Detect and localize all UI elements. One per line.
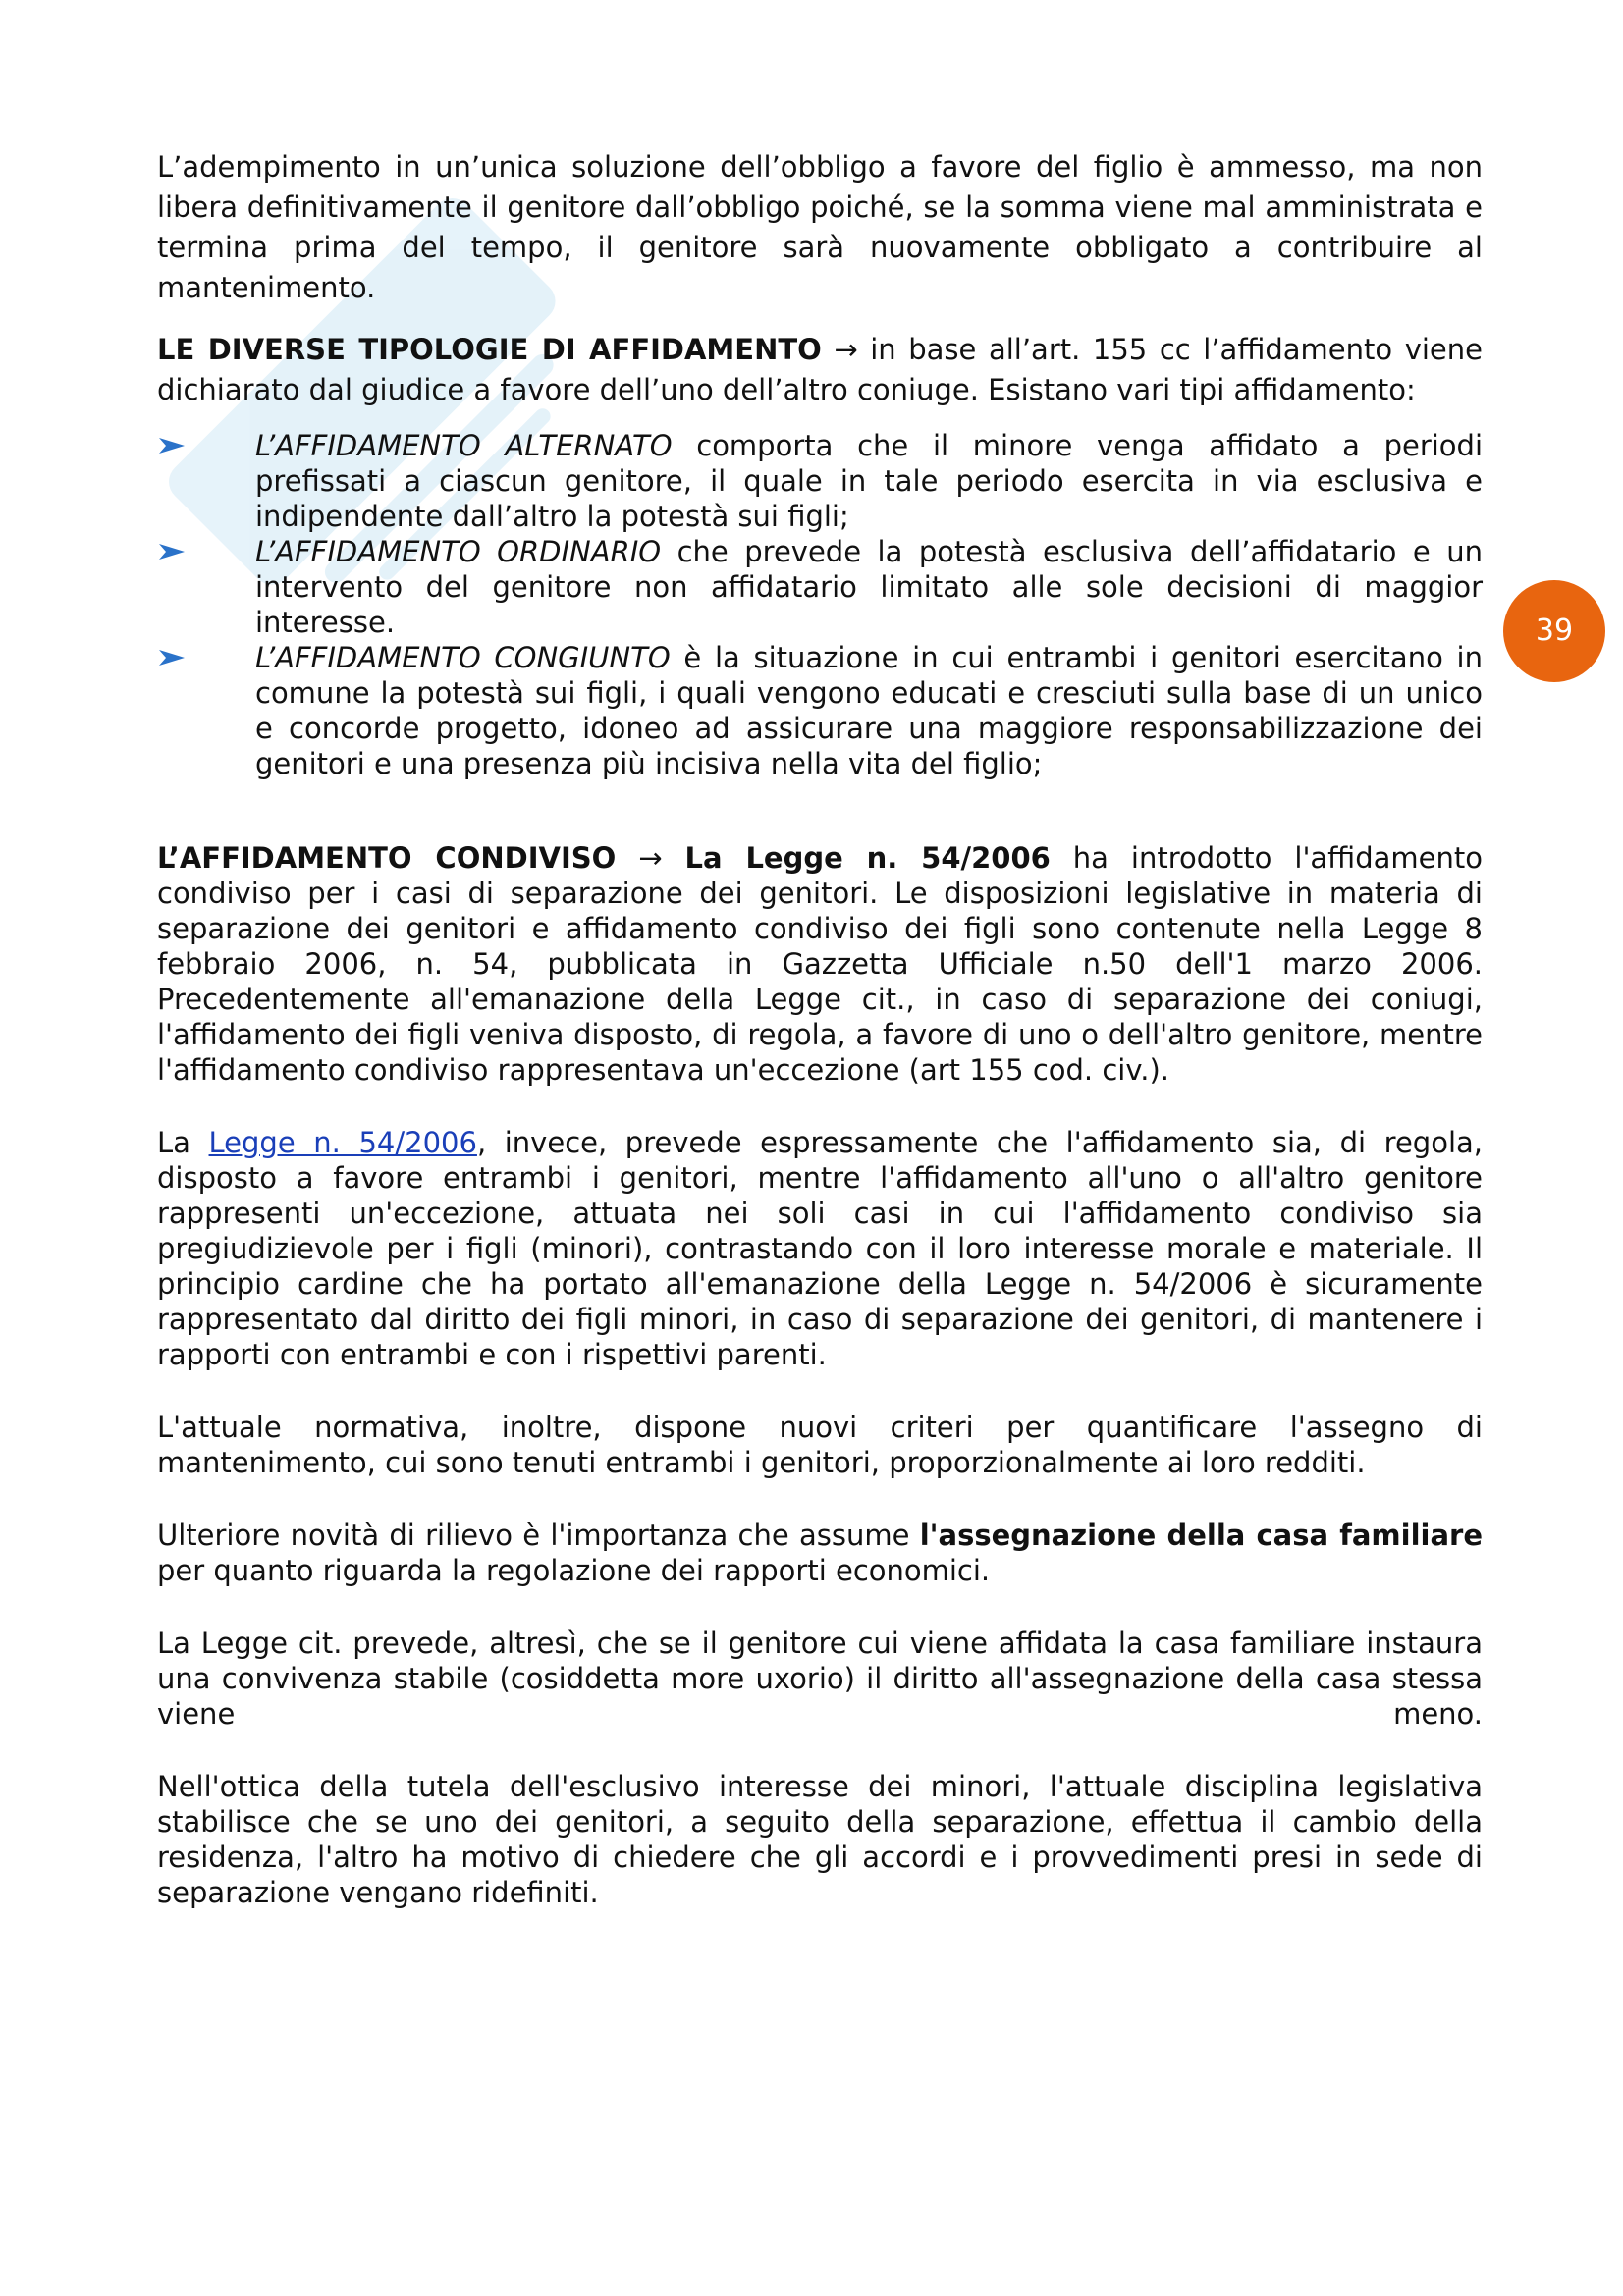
home-paragraph-text: per quanto riguarda la regolazione dei rapporti economici. (157, 1554, 991, 1587)
arrow-icon: → (821, 333, 871, 366)
list-item-term: L’AFFIDAMENTO CONGIUNTO (255, 641, 671, 674)
law-paragraph-text: , invece, prevede espressamente che l'affidamento sia, di regola, disposto a favore entrambi i genitori, mentre l'affidamento all'uno o all'altro genitore rappresenti un'eccezione, attuata nei soli casi in cui l'affidamento condiviso sia pregiudizievole per i figli (minori), contrastando con il loro interesse morale e materiale. Il principio cardine che ha portato all'emanazione della Legge n. 54/2006 è sicuramente rappresentato dal diritto dei figli minori, in caso di separazione dei genitori, di mantenere i rapporti con entrambi e con i rispettivi parenti. (157, 1126, 1483, 1371)
types-paragraph (157, 330, 1483, 410)
arrow-bullet-icon (157, 542, 187, 561)
list-item (157, 534, 1483, 640)
condiviso-heading: L’AFFIDAMENTO CONDIVISO (157, 841, 617, 875)
home-assignment-bold: l'assegnazione della casa familiare (919, 1519, 1483, 1552)
list-item-text: che prevede la potestà esclusiva dell’affidatario e un intervento del genitore non affidatario limitato alle sole decisioni di maggior interesse. (255, 535, 1483, 639)
home-assignment-paragraph (157, 1518, 1483, 1588)
residence-paragraph: Nell'ottica della tutela dell'esclusivo interesse dei minori, l'attuale disciplina legislativa stabilisce che se uno dei genitori, a seguito della separazione, effettua il cambio della residenza, l'altro ha motivo di chiedere che gli accordi e i provvedimenti presi in sede di separazione vengano ridefiniti. (157, 1770, 1483, 1909)
condiviso-text: ha introdotto l'affidamento condiviso per i casi di separazione dei genitori. Le disposizioni legislative in materia di separazione dei genitori e affidamento condiviso dei figli sono contenute nella Legge 8 febbraio 2006, n. 54, pubblicata in Gazzetta Ufficiale n.50 dell'1 marzo 2006. Precedentemente all'emanazione della Legge cit., in caso di separazione dei coniugi, l'affidamento dei figli veniva disposto, di regola, a favore di uno o dell'altro genitore, mentre l'affidamento condiviso rappresentava un'eccezione (art 155 cod. civ.). (157, 841, 1483, 1087)
cohabitation-paragraph: La Legge cit. prevede, altresì, che se il genitore cui viene affidata la casa familiare instaura una convivenza stabile (cosiddetta more uxorio) il diritto all'assegnazione della casa stessa viene meno. (157, 1627, 1483, 1731)
list-item-term: L’AFFIDAMENTO ORDINARIO (255, 535, 662, 568)
list-item-text: è la situazione in cui entrambi i genitori esercitano in comune la potestà sui figli, i quali vengono educati e cresciuti sulla base di un unico e concorde progetto, idoneo ad assicurare una maggiore responsabilizzazione dei genitori e una presenza più incisiva nella vita del figlio; (255, 641, 1483, 780)
types-text: in base all’art. 155 cc l’affidamento viene dichiarato dal giudice a favore dell’uno dell’altro coniuge. Esistano vari tipi affidamento: (157, 333, 1483, 406)
law-paragraph (157, 1125, 1483, 1372)
custody-types-list (157, 428, 1483, 781)
condiviso-paragraph (157, 840, 1483, 1088)
maintenance-paragraph: L'attuale normativa, inoltre, dispone nuovi criteri per quantificare l'assegno di mantenimento, cui sono tenuti entrambi i genitori, proporzionalmente ai loro redditi. (157, 1411, 1483, 1479)
list-item-term: L’AFFIDAMENTO ALTERNATO (255, 429, 673, 462)
list-item (157, 640, 1483, 781)
law-reference: La Legge n. 54/2006 (684, 841, 1051, 875)
home-paragraph-prefix: Ulteriore novità di rilievo è l'importanza che assume (157, 1519, 920, 1552)
page-number-badge: 39 (1503, 580, 1605, 682)
list-item-text: comporta che il minore venga affidato a periodi prefissati a ciascun genitore, il quale in tale periodo esercita in via esclusiva e indipendente dall’altro la potestà sui figli; (255, 429, 1484, 533)
law-paragraph-prefix: La (157, 1126, 209, 1159)
arrow-icon: → (616, 841, 685, 875)
list-item (157, 428, 1483, 534)
arrow-bullet-icon (157, 648, 187, 667)
document-body (157, 147, 1483, 1910)
types-heading: LE DIVERSE TIPOLOGIE DI AFFIDAMENTO (157, 333, 822, 366)
law-link[interactable]: Legge n. 54/2006 (208, 1126, 477, 1159)
intro-paragraph: L’adempimento in un’unica soluzione dell’obbligo a favore del figlio è ammesso, ma non libera definitivamente il genitore dall’obbligo poiché, se la somma viene mal amministrata e termina prima del tempo, il genitore sarà nuovamente obbligato a contribuire al mantenimento. (157, 150, 1483, 304)
arrow-bullet-icon (157, 436, 187, 455)
